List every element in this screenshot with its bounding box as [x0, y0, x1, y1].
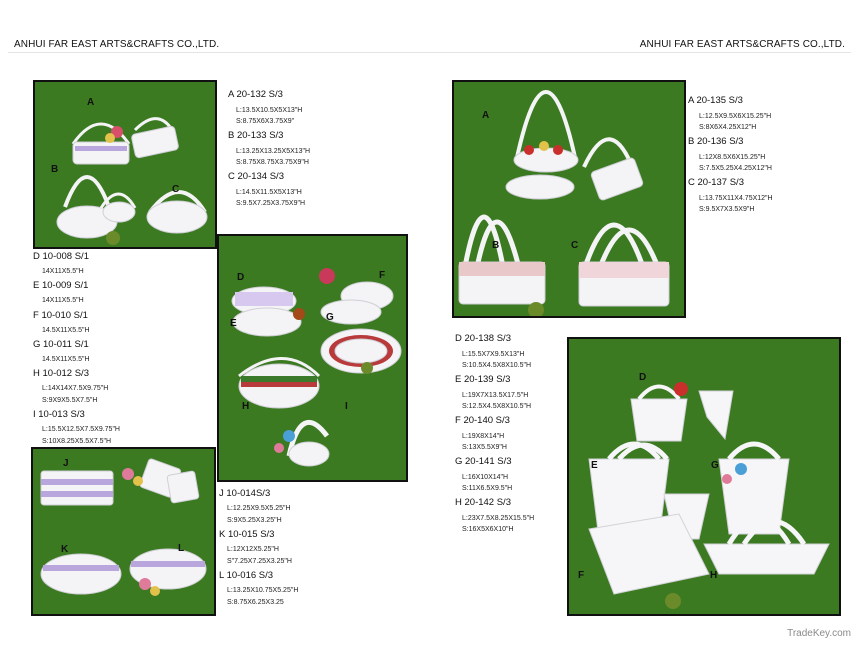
product-code: E 20-139 S/3: [455, 374, 511, 385]
product-code: A 20-132 S/3: [228, 89, 283, 100]
product-dim-small: S:8.75X6.25X3.25: [227, 599, 284, 606]
product-photo-abc: [33, 80, 217, 249]
photo-label: E: [591, 460, 598, 471]
product-dim-large: L:12X12X5.25"H: [227, 546, 279, 553]
photo-label: G: [326, 312, 334, 323]
photo-label: D: [639, 372, 647, 383]
product-dim-small: S:12.5X4.5X8X10.5"H: [462, 403, 532, 410]
photo-label: E: [230, 318, 237, 329]
product-dim-small: S:7.5X5.25X4.25X12"H: [699, 165, 772, 172]
header-rule: [8, 52, 851, 53]
product-code: I 10-013 S/3: [33, 409, 85, 420]
product-code: E 10-009 S/1: [33, 280, 89, 291]
basket-illustration: [219, 236, 406, 480]
product-code: L 10-016 S/3: [219, 570, 274, 581]
product-dim-large: L:16X10X14"H: [462, 474, 509, 481]
product-dim-large: L:13.25X13.25X5X13"H: [236, 148, 311, 155]
photo-label: H: [710, 570, 718, 581]
product-code: A 20-135 S/3: [688, 95, 743, 106]
product-dim: 14.5X11X5.5"H: [42, 356, 90, 363]
product-photo-jkl: [31, 447, 216, 616]
product-dim-small: S:8.75X8.75X3.75X9"H: [236, 159, 309, 166]
product-photo-defghi: [217, 234, 408, 482]
product-photo-defgh-right: [567, 337, 841, 616]
product-code: C 20-134 S/3: [228, 171, 284, 182]
product-code: F 10-010 S/1: [33, 310, 88, 321]
product-dim-small: S:11X6.5X9.5"H: [462, 485, 513, 492]
photo-label: C: [571, 240, 579, 251]
product-dim-large: L:19X7X13.5X17.5"H: [462, 392, 529, 399]
photo-label: F: [578, 570, 585, 581]
watermark: TradeKey.com: [787, 628, 851, 639]
company-name-right: ANHUI FAR EAST ARTS&CRAFTS CO.,LTD.: [639, 39, 845, 50]
product-dim: 14X11X5.5"H: [42, 297, 84, 304]
product-dim-large: L:13.75X11X4.75X12"H: [699, 195, 773, 202]
product-dim-small: S:13X5.5X9"H: [462, 444, 507, 451]
product-dim-small: S"7.25X7.25X3.25"H: [227, 558, 292, 565]
product-dim-small: S:8X6X4.25X12"H: [699, 124, 757, 131]
product-code: J 10-014S/3: [219, 488, 271, 499]
basket-illustration: [35, 82, 215, 247]
product-code: D 20-138 S/3: [455, 333, 511, 344]
product-dim-small: S:10X8.25X5.5X7.5"H: [42, 438, 112, 445]
photo-label: K: [61, 544, 69, 555]
product-dim-large: L:13.25X10.75X5.25"H: [227, 587, 299, 594]
product-dim-small: S:9X5.25X3.25"H: [227, 517, 282, 524]
product-dim: 14.5X11X5.5"H: [42, 327, 90, 334]
product-code: D 10-008 S/1: [33, 251, 89, 262]
product-code: B 20-133 S/3: [228, 130, 284, 141]
photo-label: C: [172, 184, 180, 195]
product-dim: 14X11X5.5"H: [42, 268, 84, 275]
photo-label: G: [711, 460, 719, 471]
product-dim-small: S:9.5X7X3.5X9"H: [699, 206, 755, 213]
product-dim-small: S:9X9X5.5X7.5"H: [42, 397, 98, 404]
product-dim-small: S:10.5X4.5X8X10.5"H: [462, 362, 532, 369]
product-dim-large: L:19X8X14"H: [462, 433, 505, 440]
product-dim-large: L:12X8.5X6X15.25"H: [699, 154, 766, 161]
photo-label: H: [242, 401, 250, 412]
product-code: G 10-011 S/1: [33, 339, 89, 350]
product-code: H 20-142 S/3: [455, 497, 511, 508]
product-code: F 20-140 S/3: [455, 415, 510, 426]
photo-label: L: [178, 543, 185, 554]
photo-label: D: [237, 272, 245, 283]
product-code: G 20-141 S/3: [455, 456, 512, 467]
product-dim-small: S:9.5X7.25X3.75X9"H: [236, 200, 306, 207]
basket-illustration: [569, 339, 839, 614]
company-name-left: ANHUI FAR EAST ARTS&CRAFTS CO.,LTD.: [14, 39, 220, 50]
product-dim-small: S:8.75X6X3.75X9": [236, 118, 295, 125]
product-photo-abc-right: [452, 80, 686, 318]
product-dim-large: L:12.5X9.5X6X15.25"H: [699, 113, 772, 120]
product-dim-large: L:13.5X10.5X5X13"H: [236, 107, 303, 114]
product-dim-large: L:15.5X7X9.5X13"H: [462, 351, 525, 358]
photo-label: J: [63, 458, 69, 469]
product-code: B 20-136 S/3: [688, 136, 744, 147]
product-code: K 10-015 S/3: [219, 529, 275, 540]
product-code: C 20-137 S/3: [688, 177, 744, 188]
product-dim-large: L:14X14X7.5X9.75"H: [42, 385, 109, 392]
photo-label: I: [345, 401, 348, 412]
product-code: H 10-012 S/3: [33, 368, 89, 379]
photo-label: A: [482, 110, 490, 121]
product-dim-large: L:15.5X12.5X7.5X9.75"H: [42, 426, 120, 433]
product-dim-large: L:23X7.5X8.25X15.5"H: [462, 515, 535, 522]
photo-label: B: [51, 164, 59, 175]
basket-illustration: [33, 449, 214, 614]
product-dim-small: S:16X5X6X10"H: [462, 526, 514, 533]
photo-label: B: [492, 240, 500, 251]
product-dim-large: L:12.25X9.5X5.25"H: [227, 505, 291, 512]
product-dim-large: L:14.5X11.5X5X13"H: [236, 189, 302, 196]
photo-label: A: [87, 97, 95, 108]
photo-label: F: [379, 270, 386, 281]
